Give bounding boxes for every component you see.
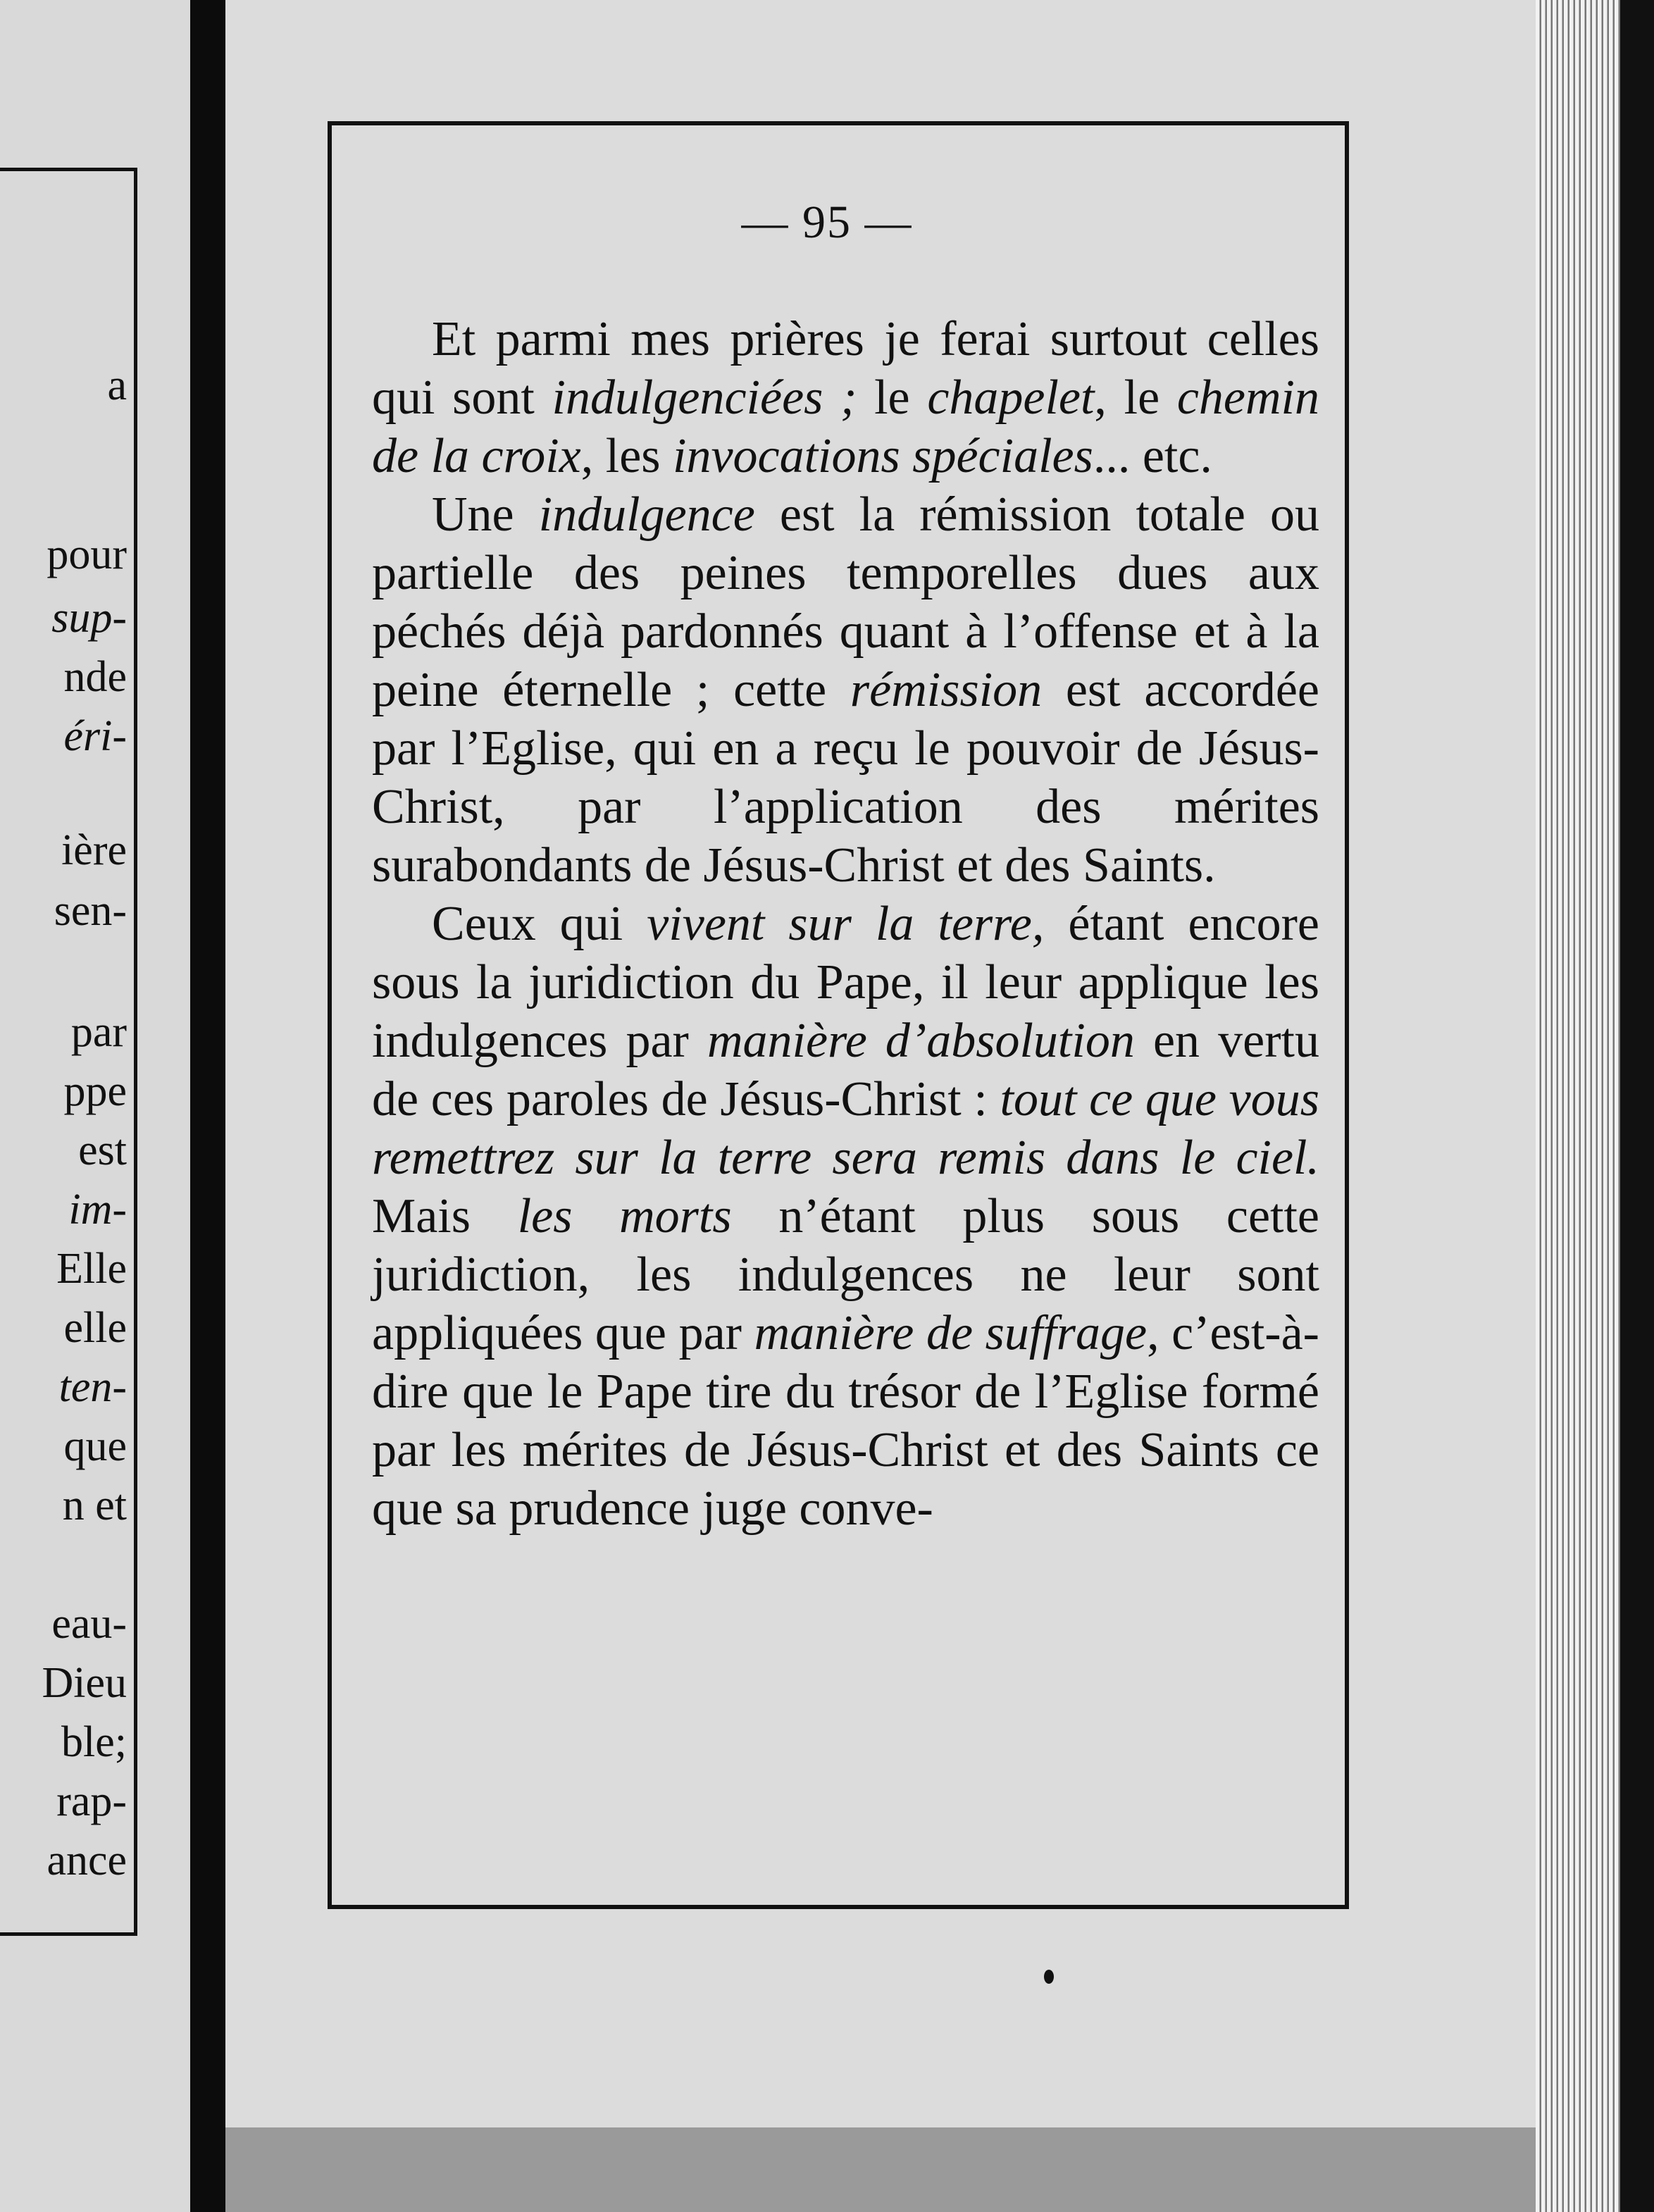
previous-page-fragment: nde [63, 653, 127, 701]
text-run: est accordée par l’Eglise, qui en a reçu le pouvoir de Jésus-Christ, par l’application des mérites surabondants de Jésus-Christ et des Saints. [372, 663, 1319, 893]
italic-text: vivent sur la terre, [647, 897, 1045, 951]
text-run: Mais [372, 1189, 518, 1243]
previous-page-fragment: que [63, 1422, 127, 1470]
text-run: est la rémission totale ou partielle des peines temporelles dues aux péchés déjà pardonnés quant à l’offense et à la peine éternelle ; cette [372, 487, 1319, 717]
previous-page-fragment: sen- [54, 887, 127, 935]
body-text [372, 310, 1319, 1538]
italic-text: chapelet [927, 371, 1095, 425]
text-run: en vertu de ces paroles de Jésus-Christ : [372, 1014, 1319, 1126]
italic-text: indulgence [538, 487, 755, 542]
previous-page-fragment: rap- [56, 1777, 127, 1825]
previous-page-fragment: ppe [63, 1067, 127, 1115]
italic-text: les morts [517, 1189, 732, 1243]
previous-page-fragment: éri- [63, 712, 127, 760]
previous-page-fragment: a [107, 361, 127, 409]
italic-text: tout ce que vous remettrez sur la terre sera remis dans le ciel. [372, 1072, 1319, 1185]
italic-text: indulgenciées ; [552, 371, 857, 425]
previous-page-fragment: im- [68, 1186, 127, 1234]
page-edges [1536, 0, 1620, 2212]
previous-page [0, 0, 211, 2212]
book-cover-edge [1620, 0, 1654, 2212]
paragraph [372, 485, 1319, 895]
paragraph [372, 310, 1319, 485]
previous-page-fragment: Elle [56, 1245, 127, 1293]
text-run: Et parmi mes prières je ferai surtout celles qui sont [372, 312, 1319, 425]
italic-text: manière de suffrage [754, 1306, 1148, 1360]
page-number: — 95 — [741, 197, 913, 248]
italic-text: manière d’absolution [707, 1014, 1135, 1068]
text-run: n’étant plus sous cette juridiction, les indulgences ne leur sont appliquées que par [372, 1189, 1319, 1360]
text-run: ... etc. [1093, 429, 1212, 483]
previous-page-fragment: elle [63, 1304, 127, 1352]
previous-page-fragment: est [78, 1126, 127, 1174]
previous-page-fragment: ten- [58, 1363, 127, 1411]
italic-text: invocations spéciales [673, 429, 1093, 483]
text-run: Ceux qui [432, 897, 647, 951]
previous-page-fragment: ière [61, 826, 127, 874]
previous-page-fragment: Dieu [42, 1659, 127, 1707]
text-run: , c’est-à-dire que le Pape tire du trésor de l’Eglise formé par les mérites de Jésus-Christ et des Saints ce que sa prudence juge conve- [372, 1306, 1319, 1536]
previous-page-fragment: ble; [61, 1718, 127, 1766]
previous-page-fragment: ance [46, 1837, 127, 1884]
text-run: , le [1094, 371, 1177, 425]
previous-page-fragment: n et [62, 1481, 127, 1529]
previous-page-fragment: pour [46, 530, 127, 578]
text-run: , les [580, 429, 673, 483]
paragraph [372, 895, 1319, 1538]
previous-page-fragment: par [70, 1008, 127, 1056]
italic-text: chemin de la croix [372, 371, 1319, 483]
previous-page-fragment: eau- [51, 1600, 127, 1648]
italic-text: rémission [850, 663, 1043, 717]
page-bottom-shadow [225, 2127, 1536, 2212]
previous-page-fragment: sup- [51, 594, 127, 642]
text-run: Une [432, 487, 539, 542]
ink-speck [1044, 1970, 1054, 1984]
text-run: le [857, 371, 928, 425]
text-run: étant encore sous la juridiction du Pape, il leur applique les indulgences par [372, 897, 1319, 1068]
